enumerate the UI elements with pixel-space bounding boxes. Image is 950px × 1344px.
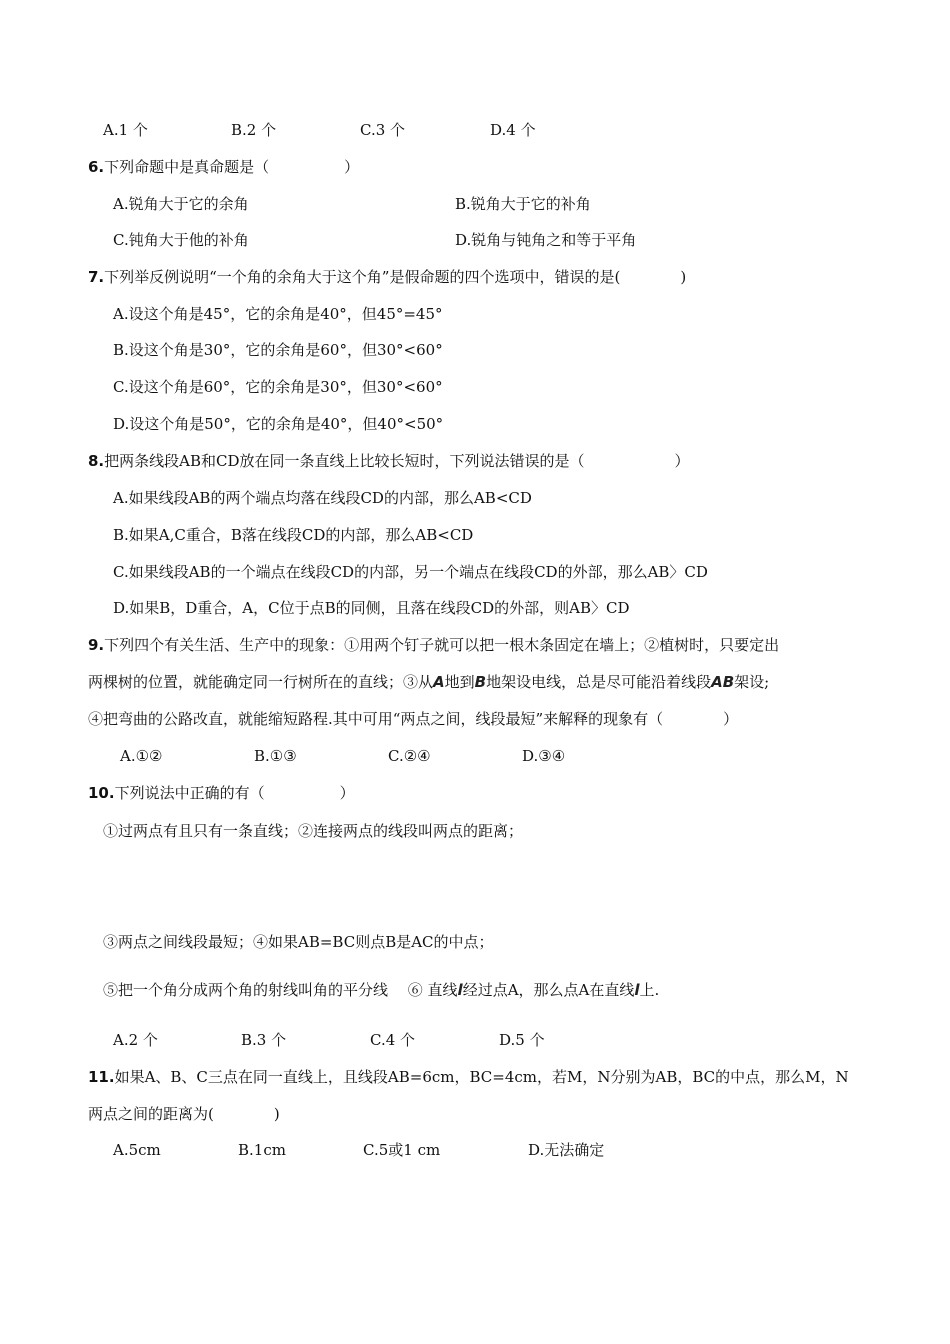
- question-number: 10.: [88, 784, 115, 802]
- q10-option-a: A.2 个: [113, 1031, 158, 1049]
- question-stem: 把两条线段AB和CD放在同一条直线上比较长短时，下列说法错误的是（ ）: [104, 452, 690, 470]
- q11-option-d: D.无法确定: [528, 1141, 605, 1159]
- q5-option-c: C.3 个: [360, 121, 406, 139]
- q8-option-d: D.如果B，D重合，A，C位于点B的同侧，且落在线段CD的外部，则AB〉CD: [113, 599, 630, 617]
- q6-option-a: A.锐角大于它的余角: [113, 195, 249, 213]
- q10-statement-1-2: ①过两点有且只有一条直线；②连接两点的线段叫两点的距离；: [103, 822, 524, 840]
- stem-text: 架设;: [734, 673, 770, 691]
- question-9-line-3: ④把弯曲的公路改直，就能缩短路程.其中可用“两点之间，线段最短”来解释的现象有（ ）: [88, 710, 739, 728]
- q11-option-c: C.5或1 cm: [363, 1141, 441, 1159]
- statement-text: 上.: [639, 981, 660, 999]
- line-l-symbol: l: [634, 981, 640, 999]
- stem-text: 地到: [444, 673, 475, 691]
- q9-option-b: B.①③: [254, 747, 297, 765]
- line-l-symbol: l: [457, 981, 463, 999]
- question-stem: 下列说法中正确的有（ ）: [114, 784, 355, 802]
- q7-option-d: D.设这个角是50°，它的余角是40°，但40°<50°: [113, 415, 444, 433]
- q5-option-d: D.4 个: [490, 121, 536, 139]
- question-9: [88, 635, 779, 655]
- question-8: [88, 451, 690, 471]
- point-a-symbol: A: [433, 673, 445, 691]
- point-b-symbol: B: [474, 673, 487, 691]
- question-10: [88, 783, 355, 803]
- q7-option-c: C.设这个角是60°，它的余角是30°，但30°<60°: [113, 378, 443, 396]
- question-number: 8.: [88, 452, 105, 470]
- question-stem-line-1: 如果A、B、C三点在同一直线上，且线段AB=6cm，BC=4cm，若M，N分别为AB，BC的中点，那么M，N: [114, 1068, 849, 1086]
- q9-option-c: C.②④: [388, 747, 431, 765]
- question-number: 7.: [88, 268, 105, 286]
- q6-option-c: C.钝角大于他的补角: [113, 231, 249, 249]
- question-stem-line-1: 下列四个有关生活、生产中的现象：①用两个钉子就可以把一根木条固定在墙上；②植树时，只要定出: [104, 636, 780, 654]
- q10-option-c: C.4 个: [370, 1031, 416, 1049]
- statement-text: 经过点A，那么点A在直线: [462, 981, 635, 999]
- question-number: 9.: [88, 636, 105, 654]
- q8-option-c: C.如果线段AB的一个端点在线段CD的内部，另一个端点在线段CD的外部，那么AB〉CD: [113, 563, 708, 581]
- q5-option-b: B.2 个: [231, 121, 277, 139]
- q6-option-d: D.锐角与钝角之和等于平角: [455, 231, 637, 249]
- segment-ab-symbol: AB: [711, 673, 735, 691]
- q5-option-a: A.1 个: [103, 121, 148, 139]
- question-number: 6.: [88, 158, 105, 176]
- q6-option-b: B.锐角大于它的补角: [455, 195, 591, 213]
- q8-option-b: B.如果A,C重合，B落在线段CD的内部，那么AB<CD: [113, 526, 474, 544]
- q10-option-d: D.5 个: [499, 1031, 545, 1049]
- q11-option-a: A.5cm: [113, 1141, 161, 1159]
- question-stem: 下列命题中是真命题是（ ）: [104, 158, 360, 176]
- q10-statement-5-6: [103, 980, 659, 1000]
- q7-option-a: A.设这个角是45°，它的余角是40°，但45°=45°: [113, 305, 443, 323]
- question-7: [88, 267, 686, 287]
- statement-text: ⑤把一个角分成两个角的射线叫角的平分线 ⑥ 直线: [103, 981, 458, 999]
- stem-text: 地架设电线，总是尽可能沿着线段: [486, 673, 712, 691]
- question-11: [88, 1067, 849, 1087]
- stem-text: 两棵树的位置，就能确定同一行树所在的直线；③从: [88, 673, 434, 691]
- q9-option-d: D.③④: [522, 747, 566, 765]
- question-11-line-2: 两点之间的距离为( ): [88, 1105, 280, 1123]
- q11-option-b: B.1cm: [238, 1141, 286, 1159]
- q9-option-a: A.①②: [120, 747, 163, 765]
- q7-option-b: B.设这个角是30°，它的余角是60°，但30°<60°: [113, 341, 443, 359]
- question-6: [88, 157, 359, 177]
- question-stem: 下列举反例说明“一个角的余角大于这个角”是假命题的四个选项中，错误的是( ): [104, 268, 687, 286]
- q10-option-b: B.3 个: [241, 1031, 287, 1049]
- q8-option-a: A.如果线段AB的两个端点均落在线段CD的内部，那么AB<CD: [113, 489, 532, 507]
- question-number: 11.: [88, 1068, 115, 1086]
- q10-statement-3-4: ③两点之间线段最短；④如果AB=BC则点B是AC的中点；: [103, 933, 494, 951]
- question-9-line-2: [88, 672, 769, 692]
